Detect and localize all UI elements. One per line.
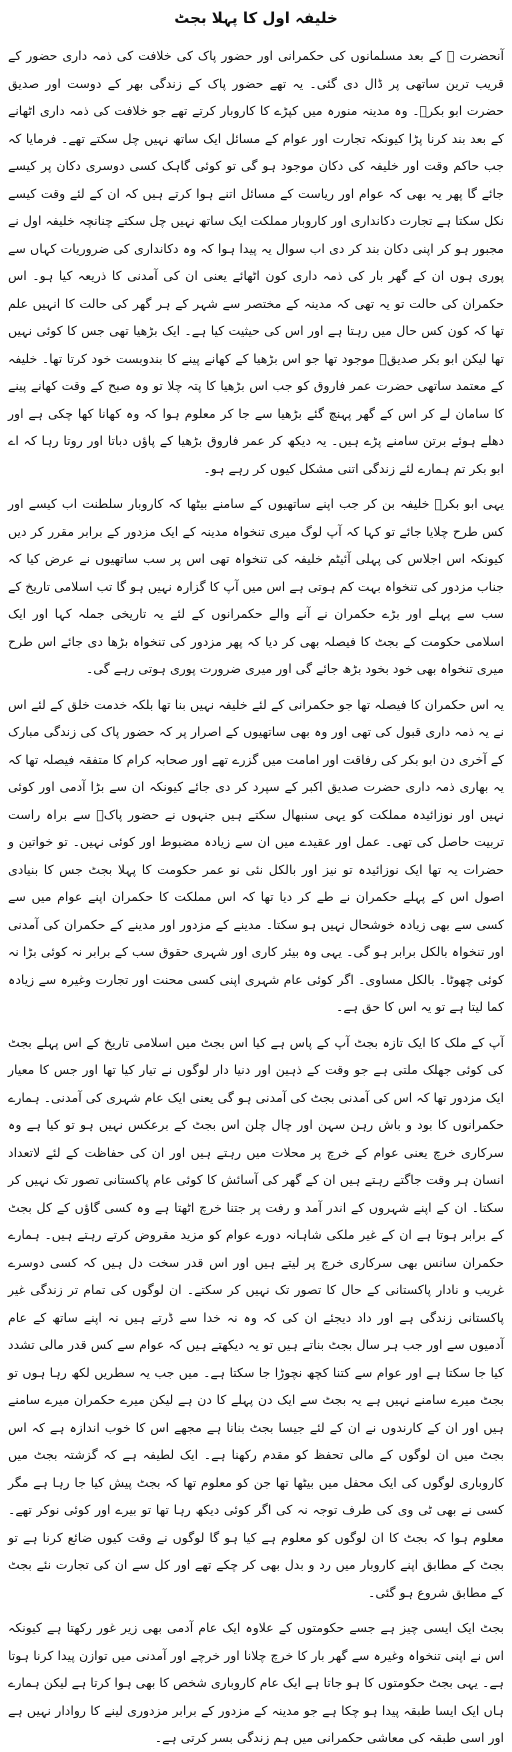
article-paragraph-2: یہی ابو بکرؓ خلیفہ بن کر جب اپنے ساتھیوں کے سامنے بیٹھا کہ کاروبار سلطنت اب کیسے اور کس طرح چلایا جائے تو کہا کہ آپ لوگ میری تنخواہ مدینہ کے ایک مزدور کے برابر مقرر کر دیں کیونکہ اس اجلاس کی پہلی آئیٹم خلیفہ کی تنخواہ تھی اس پر سب ساتھیوں نے عرض کیا کہ جناب مزدور کی تنخواہ بہت کم ہوتی ہے اس میں آپ کا گزارہ نہیں ہو گا تب اسلامی تاریخ کے سب سے پہلے اور بڑے حکمران نے آنے والے حکمرانوں کے لئے یہ تاریخی جملہ کہا اور ایک اسلامی حکومت کے بجٹ کا فیصلہ بھی کر دیا کہ پھر مزدور کی تنخواہ بڑھا دی جائے اس طرح میری تنخواہ بھی خود بخود بڑھ جائے گی اور میری ضرورت پوری ہوتی رہے گی۔ [8, 496, 504, 676]
article-paragraph-3: یہ اس حکمران کا فیصلہ تھا جو حکمرانی کے لئے خلیفہ نہیں بنا تھا بلکہ خدمت خلق کے لئے اس نے یہ ذمہ داری قبول کی تھی اور وہ بھی ساتھیوں کے اصرار پر کہ حضور پاک کی زندگی مبارک کے آخری دن ابو بکر کی رفاقت اور امامت میں گزرے تھے اور صحابہ کرام کا متفقہ فیصلہ تھا کہ یہ بھاری ذمہ داری حضرت صدیق اکبر کے سپرد کر دی جائے کیونکہ ان سے بڑا آدمی اور کوئی نہیں اور نوزائیدہ مملکت کو یہی سنبھال سکتے ہیں جنہوں نے حضور پاکؐ سے براہ راست تربیت حاصل کی تھی۔ عمل اور عقیدے میں ان سے زیادہ مضبوط اور کوئی نہیں۔ تو خواتین و حضرات یہ تھا ایک نوزائیدہ تو نیز اور بالکل نئی نو عمر حکومت کا پہلا بجٹ جس کا بنیادی اصول اس کے پہلے حکمران نے طے کر دیا تھا کہ اس مملکت کا حکمران اپنے عوام میں سے کسی سے بھی زیادہ خوشحال نہیں ہو سکتا۔ مدینے کے مزدور اور مدینے کے حکمران کی آمدنی اور تنخواہ بالکل برابر ہو گی۔ یہی وہ بیئر کاری اور شہری حقوق سب کے برابر نہ کوئی بڑا نہ کوئی چھوٹا۔ بالکل مساوی۔ اگر کوئی عام شہری اپنی کسی محنت اور تجارت وغیرہ سے زیادہ کما لیتا ہے تو یہ اس کا حق ہے۔ [8, 696, 504, 1014]
article-title: خلیفہ اول کا پہلا بجٹ [174, 9, 338, 27]
article-paragraph-5: بجٹ ایک ایسی چیز ہے جسے حکومتوں کے علاوہ ایک عام آدمی بھی زیر غور رکھتا ہے کیونکہ اس نے اپنی تنخواہ وغیرہ سے گھر بار کا خرچ چلانا اور خرچے اور آمدنی میں توازن پیدا کرنا ہوتا ہے۔ یہی بجٹ حکومتوں کا ہو جاتا ہے ایک عام کاروباری شخص کا بھی ہوا کرتا ہے لیکن ہمارے ہاں ایک ایسا طبقہ پیدا ہو چکا ہے جو مدینہ کے مزدور کے برابر مزدوری لینے کا روادار نہیں ہے اور اسی طبقہ کی معاشی حکمرانی میں ہم زندگی بسر کرتی ہے۔ [8, 1620, 504, 1745]
article-paragraph-4: آپ کے ملک کا ایک تازہ بجٹ آپ کے پاس ہے کیا اس بجٹ میں اسلامی تاریخ کے اس پہلے بجٹ کی کوئی جھلک ملتی ہے جو وقت کے ذہین اور دنیا دار لوگوں نے تیار کیا تھا اور جس کا معیار ایک مزدور تھا کہ اس کی آمدنی بجٹ کی آمدنی ہو گی یعنی ایک عام شہری کی آمدنی۔ ہمارے حکمرانوں کا بود و باش رہن سہن اور چال چلن اس بجٹ کے برعکس نہیں ہو تو کیا ہے وہ سرکاری خرچ یعنی عوام کے خرچ پر محلات میں رہتے ہیں اور ان کی حفاظت کے لئے لاتعداد انسان ہر وقت جاگتے رہتے ہیں ان کے گھر کی آسائش کا کوئی عام پاکستانی تصور تک نہیں کر سکتا۔ ان کے اپنے شہروں کے اندر آمد و رفت پر جتنا خرچ اٹھتا ہے وہ کسی گاؤں کے کل بجٹ کے برابر ہوتا ہے ان کے غیر ملکی شاہانہ دورے عوام کو مزید مقروض کرتے رہتے ہیں۔ ہمارے حکمران سانس بھی سرکاری خرچ پر لیتے ہیں اور اس قدر سخت دل ہیں کہ کسی دوسرے غریب و نادار پاکستانی کے حال کا تصور تک نہیں کر سکتے۔ ان لوگوں کی تمام تر زندگی غیر پاکستانی زندگی ہے اور داد دیجئے ان کی کہ وہ نہ خدا سے ڈرتے ہیں نہ اپنے ساتھ کے عام آدمیوں سے اور جب ہر سال بجٹ بناتے ہیں تو یہ دیکھتے ہیں کہ عوام سے کس قدر مالی تشدد کیا جا سکتا ہے اور عوام سے کتنا کچھ نچوڑا جا سکتا ہے۔ میں جب یہ سطریں لکھ رہا ہوں تو بجٹ میرے سامنے نہیں ہے یہ بجٹ سے ایک دن پہلے کا دن ہے لیکن میرے حکمران میرے سامنے ہیں اور ان کے کارندوں نے ان کے لئے جیسا بجٹ بنانا ہے مجھے اس کا خوب اندازہ ہے کہ اس بجٹ میں ان لوگوں کے مالی تحفظ کو مقدم رکھنا ہے۔ ایک لطیفہ ہے کہ گزشتہ بجٹ میں کاروباری لوگوں کی ایک محفل میں بیٹھا تھا جن کو معلوم تھا کہ بجٹ پیش کیا جا رہا ہے مگر کسی نے بھی ٹی وی کی طرف توجہ نہ کی اگر کوئی دیکھ رہا تھا تو بیرے اور کوئی نوکر تھے۔ معلوم ہوا کہ بجٹ کا ان لوگوں کو معلوم ہے کیا ہو گا لوگوں نے وقت کیوں ضائع کرنا ہے تو بجٹ کے مطابق اپنے کاروبار میں رد و بدل بھی کر چکے تھے اور کل سے ان کی تجارت نئے بجٹ کے مطابق شروع ہو گئی۔ [8, 1034, 504, 1600]
article-paragraph-1: آنحضرت ﷺ کے بعد مسلمانوں کی حکمرانی اور حضور پاک کی خلافت کی ذمہ داری حضور کے قریب ترین ساتھی پر ڈال دی گئی۔ یہ تھے حضور پاک کے زندگی بھر کے دوست اور صدیق حضرت ابو بکرؓ۔ وہ مدینہ منورہ میں کپڑے کا کاروبار کرتے تھے جو خلافت کی ذمہ داری اٹھانے کے بعد بند کرنا پڑا کیونکہ تجارت اور عوام کے مسائل ایک ساتھ نہیں چل سکتے تھے۔ فرمایا کہ جب حاکم وقت اور خلیفہ کی دکان موجود ہو گی تو کوئی گاہک کسی دوسری دکان پر کیسے جائے گا پھر یہ بھی کہ عوام اور ریاست کے مسائل اتنے ہوا کرتے ہیں کہ ان کے لئے وقت کیسے نکل سکتا ہے تجارت دکانداری اور کاروبار مملکت ایک ساتھ نہیں چل سکتے چنانچہ خلیفہ اول نے مجبور ہو کر اپنی دکان بند کر دی اب سوال یہ پیدا ہوا کہ وہ دکانداری کی ضروریات کہاں سے پوری ہوں ان کے گھر بار کی ذمہ داری کون اٹھائے یعنی ان کی آمدنی کا ذریعہ کیا ہو۔ اس حکمران کی حالت تو یہ تھی کہ مدینہ کے مختصر سے شہر کے ہر گھر کی حالت کا انہیں علم تھا کہ کون کس حال میں رہتا ہے اور اس کی حیثیت کیا ہے۔ ایک بڑھیا تھی جس کا کوئی نہیں تھا لیکن ابو بکر صدیقؓ موجود تھا جو اس بڑھیا کے کھانے پینے کا بندوبست خود کرتا تھا۔ خلیفہ کے معتمد ساتھی حضرت عمر فاروق کو جب اس بڑھیا کا پتہ چلا تو وہ صبح کے وقت کھانے پینے کا سامان لے کر اس کے گھر پہنچ گئے بڑھیا سے جا کر معلوم ہوا کہ وہ کھانا کھا چکی ہے اور دھلے ہوئے برتن سامنے پڑے ہیں۔ یہ دیکھ کر عمر فاروق بڑھیا کے پاؤں دباتا اور روتا رہا کہ اے ابو بکر تم ہمارے لئے زندگی اتنی مشکل کیوں کر رہے ہو۔ [8, 48, 505, 476]
